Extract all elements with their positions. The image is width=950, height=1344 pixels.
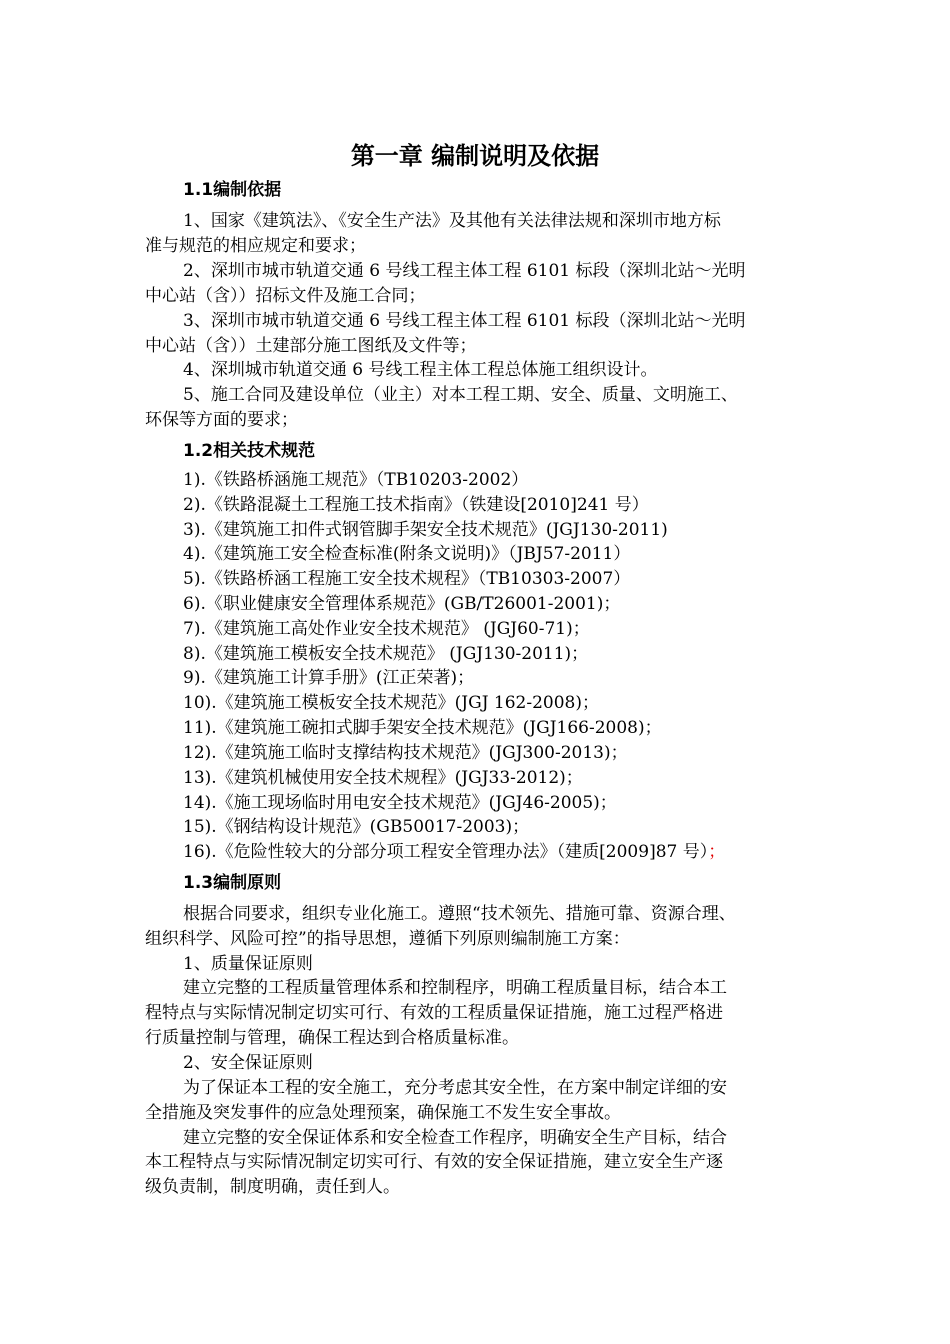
paragraph-line: 行质量控制与管理，确保工程达到合格质量标准。 (145, 1028, 519, 1048)
section-heading-1-3: 1.3编制原则 (183, 873, 282, 893)
list-item: 3).《建筑施工扣件式钢管脚手架安全技术规范》(JGJ130-2011) (183, 520, 668, 540)
paragraph-line: 为了保证本工程的安全施工，充分考虑其安全性，在方案中制定详细的安 (183, 1078, 727, 1098)
list-item: 9).《建筑施工计算手册》(江正荣著)； (183, 668, 475, 688)
paragraph-line: 建立完整的工程质量管理体系和控制程序，明确工程质量目标，结合本工 (183, 978, 727, 998)
paragraph-line: 程特点与实际情况制定切实可行、有效的工程质量保证措施，施工过程严格进 (145, 1003, 723, 1023)
list-item: 12).《建筑施工临时支撑结构技术规范》(JGJ300-2013)； (183, 743, 628, 763)
list-item: 15).《钢结构设计规范》(GB50017-2003)； (183, 817, 530, 837)
paragraph-line: 中心站（含））土建部分施工图纸及文件等； (145, 336, 477, 356)
list-item: 4).《建筑施工安全检查标准(附条文说明)》（JBJ57-2011） (183, 544, 631, 564)
list-item-last (183, 840, 725, 864)
paragraph-line: 环保等方面的要求； (145, 410, 298, 430)
paragraph-line: 1、国家《建筑法》、《安全生产法》及其他有关法律法规和深圳市地方标 (183, 211, 721, 231)
list-item: 5).《铁路桥涵工程施工安全技术规程》（TB10303-2007） (183, 569, 631, 589)
list-item: 8).《建筑施工模板安全技术规范》 (JGJ130-2011)； (183, 644, 589, 664)
paragraph-line: 建立完整的安全保证体系和安全检查工作程序，明确安全生产目标，结合 (183, 1128, 727, 1148)
paragraph-line: 组织科学、风险可控”的指导思想，遵循下列原则编制施工方案： (145, 929, 630, 949)
paragraph-line: 4、深圳城市轨道交通 6 号线工程主体工程总体施工组织设计。 (183, 360, 658, 380)
paragraph-line: 准与规范的相应规定和要求； (145, 236, 366, 256)
list-item: 1).《铁路桥涵施工规范》（TB10203-2002） (183, 470, 529, 490)
paragraph-line: 级负责制，制度明确，责任到人。 (145, 1177, 400, 1197)
section-heading-1-2: 1.2相关技术规范 (183, 441, 316, 461)
chapter-title: 第一章 编制说明及依据 (350, 142, 600, 170)
list-item: 10).《建筑施工模板安全技术规范》(JGJ 162-2008)； (183, 693, 600, 713)
list-item-text: 16).《危险性较大的分部分项工程安全管理办法》（建质[2009]87 号） (183, 842, 709, 862)
list-item: 11).《建筑施工碗扣式脚手架安全技术规范》(JGJ166-2008)； (183, 718, 662, 738)
paragraph-line: 全措施及突发事件的应急处理预案，确保施工不发生安全事故。 (145, 1103, 621, 1123)
red-semicolon-mark: ； (708, 842, 726, 862)
list-item: 7).《建筑施工高处作业安全技术规范》 (JGJ60-71)； (183, 619, 590, 639)
list-item: 6).《职业健康安全管理体系规范》(GB/T26001-2001)； (183, 594, 621, 614)
paragraph-line: 本工程特点与实际情况制定切实可行、有效的安全保证措施，建立安全生产逐 (145, 1152, 723, 1172)
paragraph-line: 5、施工合同及建设单位（业主）对本工程工期、安全、质量、文明施工、 (183, 385, 738, 405)
paragraph-line: 2、安全保证原则 (183, 1053, 313, 1073)
list-item: 2).《铁路混凝土工程施工技术指南》（铁建设[2010]241 号） (183, 495, 649, 515)
paragraph-line: 1、质量保证原则 (183, 954, 313, 974)
paragraph-line: 3、深圳市城市轨道交通 6 号线工程主体工程 6101 标段（深圳北站～光明 (183, 311, 746, 331)
paragraph-line: 2、深圳市城市轨道交通 6 号线工程主体工程 6101 标段（深圳北站～光明 (183, 261, 746, 281)
list-item: 13).《建筑机械使用安全技术规程》(JGJ33-2012)； (183, 768, 583, 788)
paragraph-line: 根据合同要求，组织专业化施工。遵照“技术领先、措施可靠、资源合理、 (183, 904, 736, 924)
section-heading-1-1: 1.1编制依据 (183, 180, 282, 200)
paragraph-line: 中心站（含））招标文件及施工合同； (145, 286, 426, 306)
list-item: 14).《施工现场临时用电安全技术规范》(JGJ46-2005)； (183, 793, 617, 813)
